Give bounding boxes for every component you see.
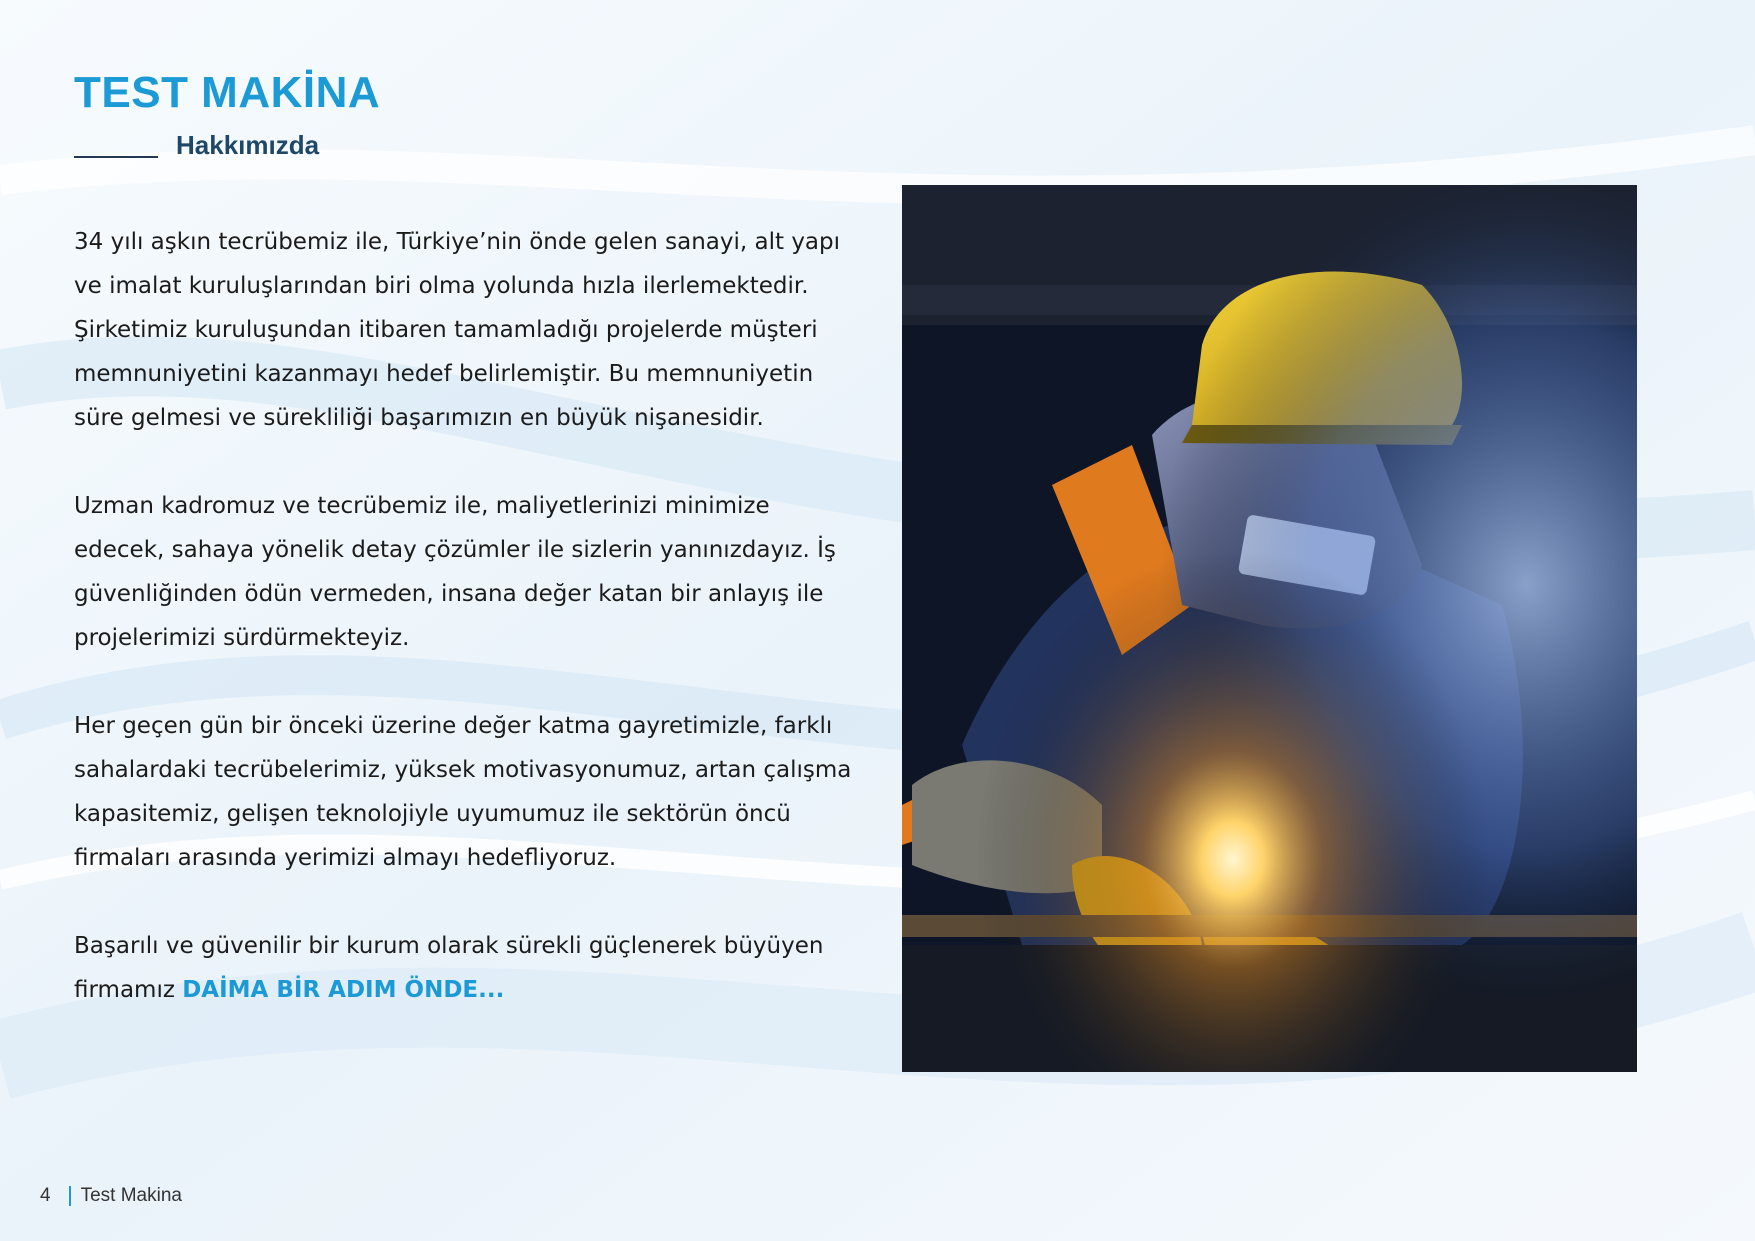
paragraph-4 [74,924,854,1012]
page-title: TEST MAKİNA [74,68,381,117]
paragraph-3: Her geçen gün bir önceki üzerine değer katma gayretimizle, farklı sahalardaki tecrübelerimiz, yüksek motivasyonumuz, artan çalışma kapasitemiz, gelişen teknolojiyle uyumumuz ile sektörün öncü firmaları arasında yerimizi almayı hedefliyoruz. [74,713,852,871]
welder-photo [902,185,1637,1072]
page-number: 4 [40,1185,51,1206]
subtitle-rule [74,156,158,158]
page-footer [40,1185,182,1207]
paragraph-1: 34 yılı aşkın tecrübemiz ile, Türkiye’nin önde gelen sanayi, alt yapı ve imalat kuruluşlarından biri olma yolunda hızla ilerlemektedir. Şirketimiz kuruluşundan itibaren tamamladığı projelerde müşteri memnuniyetini kazanmayı hedef belirlemiştir. Bu memnuniyetin süre gelmesi ve sürekliliği başarımızın en büyük nişanesidir. [74,229,841,431]
slogan-highlight: DAİMA BİR ADIM ÖNDE... [182,977,505,1003]
about-text [74,220,854,1012]
footer-company: Test Makina [80,1185,182,1206]
paragraph-4-lead: Başarılı ve güvenilir bir kurum olarak sürekli güçlenerek büyüyen firmamız [74,933,824,1003]
paragraph-2: Uzman kadromuz ve tecrübemiz ile, maliyetlerinizi minimize edecek, sahaya yönelik detay çözümler ile sizlerin yanınızdayız. İş güvenliğinden ödün vermeden, insana değer katan bir anlayış ile projelerimizi sürdürmekteyiz. [74,493,836,651]
welder-illustration [902,185,1637,1072]
footer-separator [69,1186,71,1206]
page-subtitle: Hakkımızda [176,130,320,160]
